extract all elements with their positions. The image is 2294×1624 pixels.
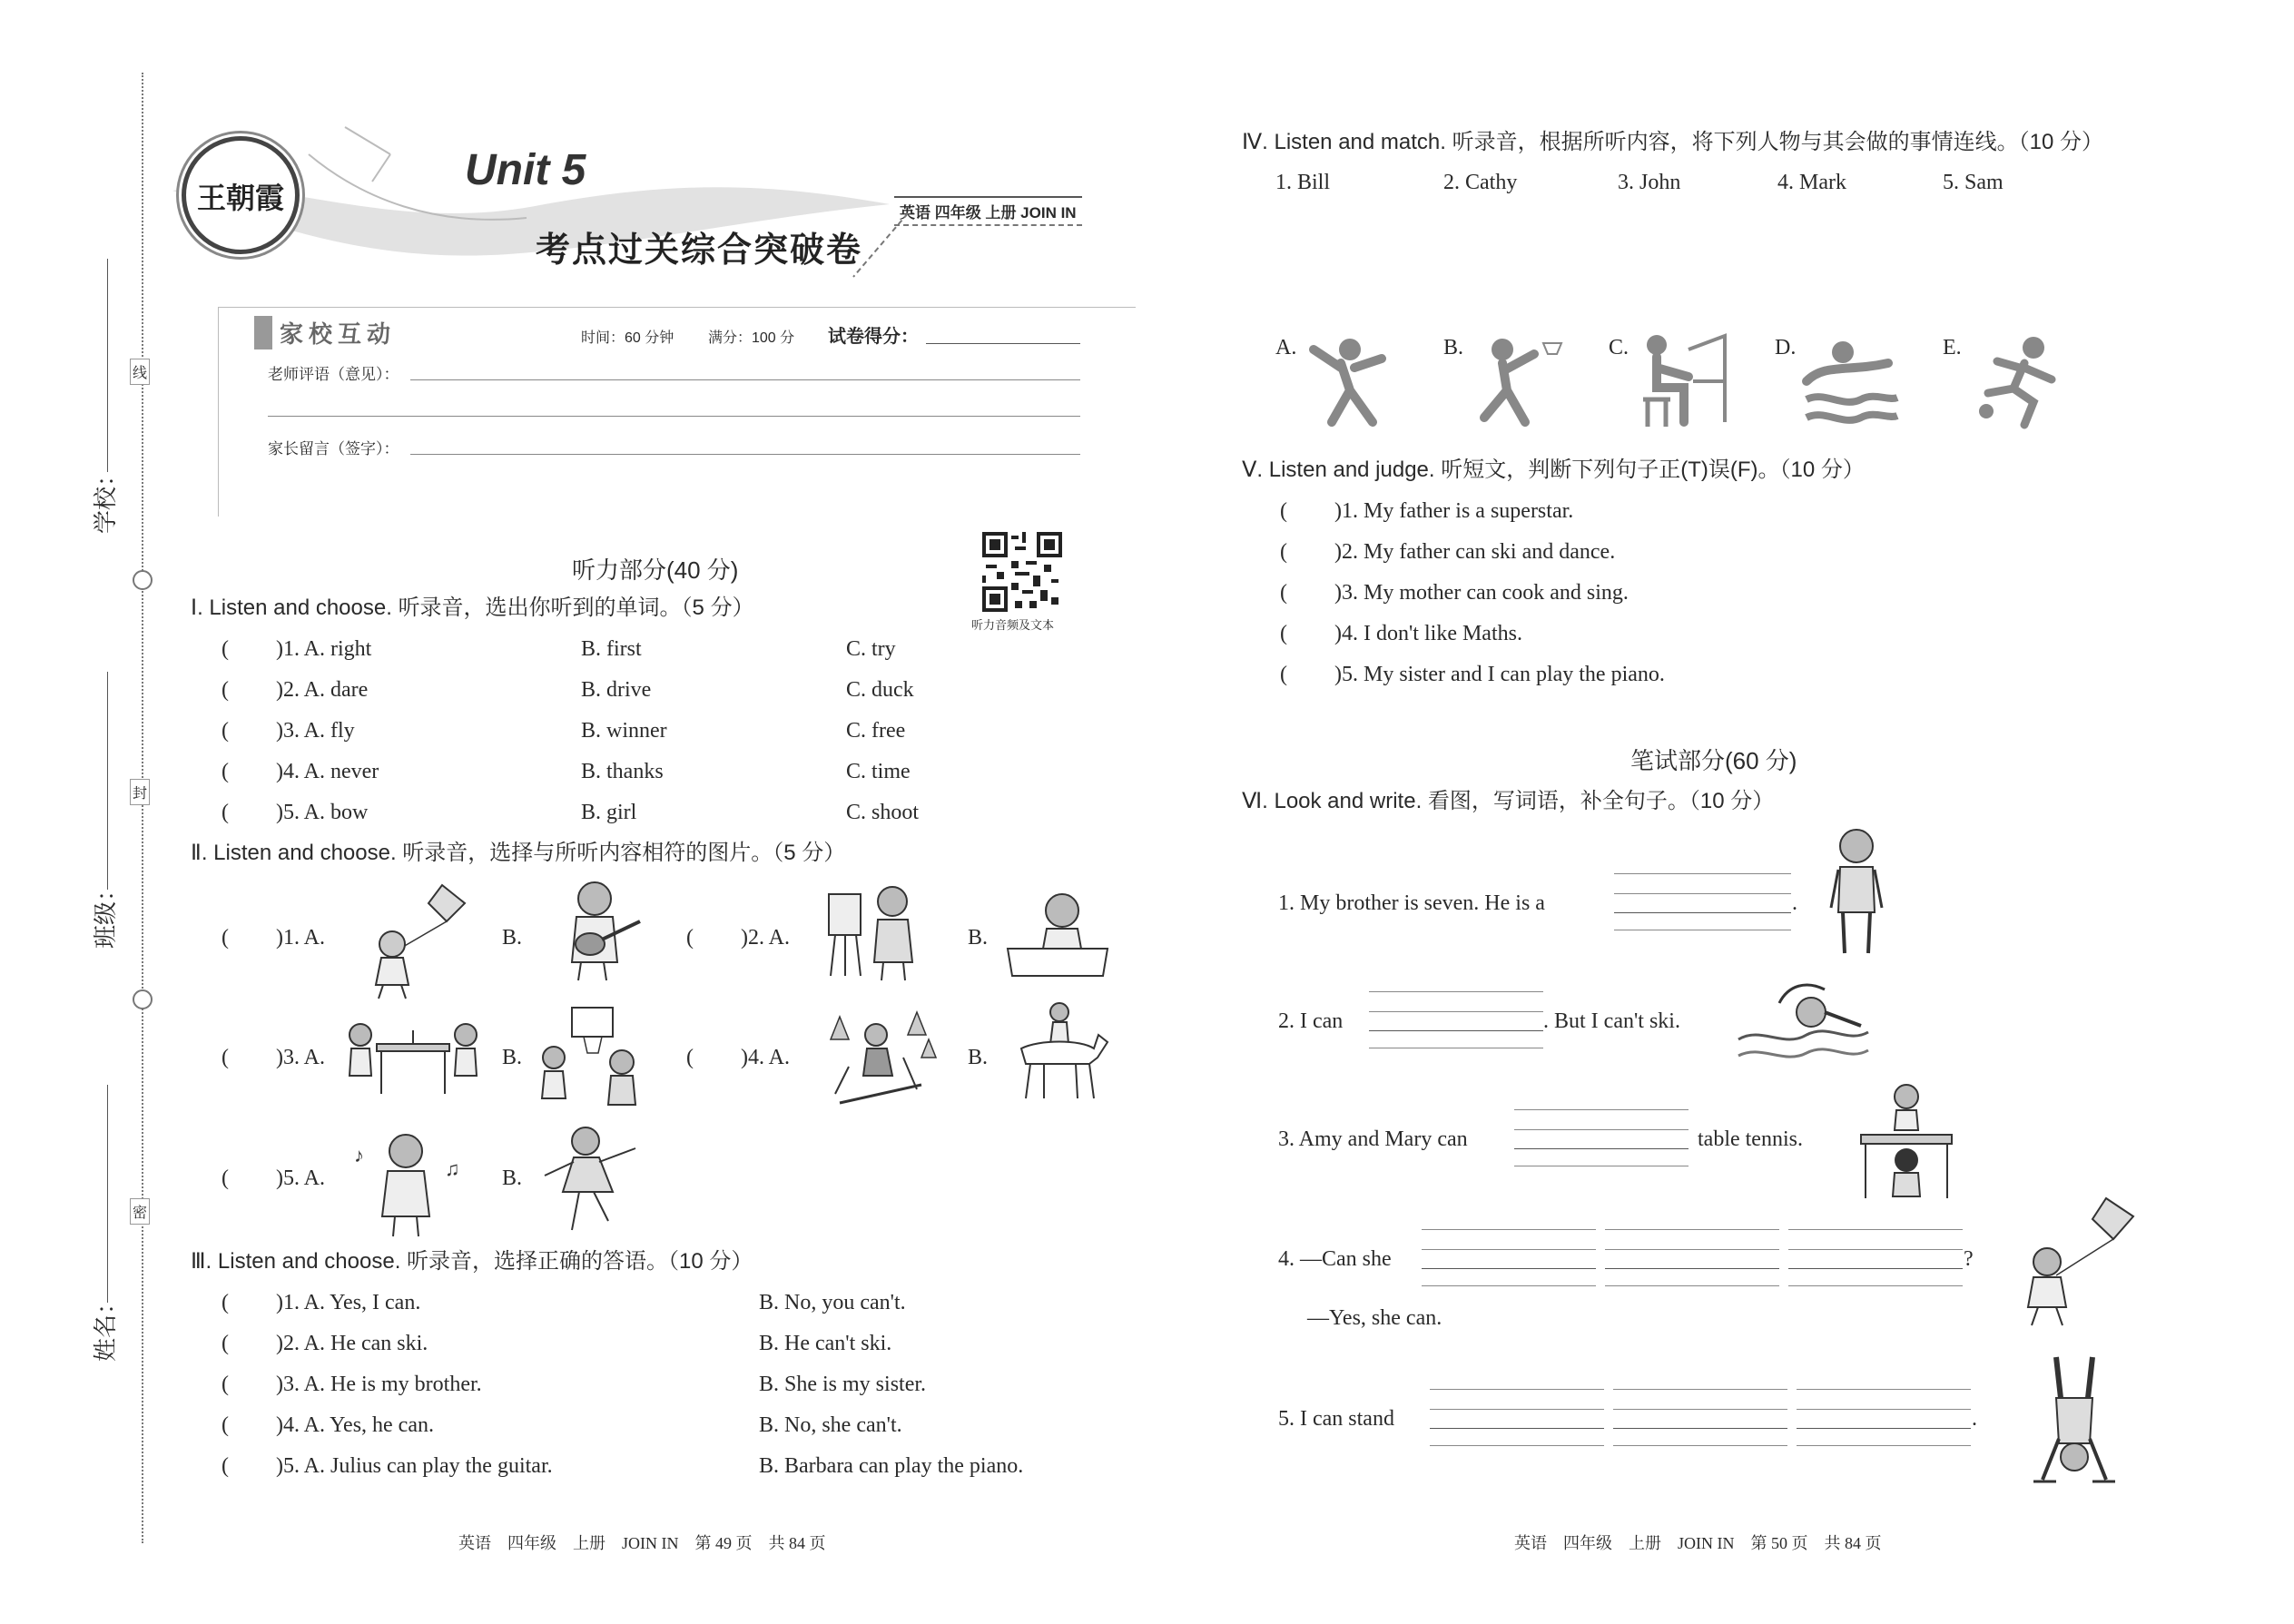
painting-girl-illustration[interactable] [822,876,926,985]
s3-row-3-a[interactable]: )3. A. He is my brother. [276,1373,482,1396]
s3-row-1: ( )1. A. Yes, I can. [222,1291,421,1314]
s6-q4-guide-top-1 [1422,1229,1596,1230]
time-label: 时间：60 分钟 [581,330,674,346]
s5-row-4-text[interactable]: )4. I don't like Maths. [1334,622,1522,645]
match-letter-a: A. [1275,336,1297,359]
s1-row-4: ( )4. A. never [222,760,379,783]
basketball-pictogram-icon[interactable] [1466,336,1566,427]
horse-rider-illustration[interactable] [1003,999,1112,1103]
section-6-title: Ⅵ. Look and write. 看图，写词语，补全句子。（10 分） [1242,789,1775,813]
s6-q4-answer-line-1[interactable] [1422,1268,1596,1269]
test-score-blank[interactable] [926,343,1080,344]
volleyball-pictogram-icon[interactable] [1300,336,1400,427]
s3-row-4-b[interactable]: B. No, she can't. [759,1413,902,1437]
s6-q5-answer-line-3[interactable] [1797,1428,1971,1429]
s6-q4-end: ? [1964,1247,1974,1271]
match-letter-e: E. [1943,336,1962,359]
section-3-title: Ⅲ. Listen and choose. 听录音，选择正确的答语。（10 分） [191,1249,753,1274]
s2-item-4: ( )4. A. [686,1046,790,1069]
table-tennis-girls-illustration[interactable] [1856,1080,1956,1203]
boy-standing-illustration[interactable] [1820,826,1893,962]
parent-comment-label: 家长留言（签字）： [268,440,399,458]
s6-q5-guide-bot-2 [1613,1445,1787,1446]
guitar-girl-illustration[interactable] [549,876,649,985]
s2-item-4-b-label[interactable]: B. [968,1046,989,1069]
writing-title: 笔试部分(60 分) [1630,747,1797,774]
s2-item-1: ( )1. A. [222,926,325,950]
teacher-comment-line-2[interactable] [268,416,1080,417]
s6-q2-text: 2. I can [1278,1009,1344,1033]
left-page-footer: 英语 四年级 上册 JOIN IN 第 49 页 共 84 页 [458,1534,826,1552]
s6-q1-guide-mid [1614,893,1791,894]
class-label: 班级： [92,877,119,949]
s5-row-1-text[interactable]: )1. My father is a superstar. [1334,499,1574,523]
s1-row-5-a[interactable]: )5. A. bow [276,801,369,824]
svg-text:♫: ♫ [445,1157,460,1180]
s2-item-3: ( )3. A. [222,1046,325,1069]
match-letter-d: D. [1775,336,1797,359]
test-score-label: 试卷得分： [828,327,919,347]
s1-row-3-a[interactable]: )3. A. fly [276,719,355,743]
s2-item-5: ( )5. A. [222,1166,325,1190]
s6-q4-guide-bot-1 [1422,1285,1596,1286]
s3-row-2: ( )2. A. He can ski. [222,1332,428,1355]
binding-dotted-line [142,73,143,1543]
s6-q4-answer-line-3[interactable] [1788,1268,1963,1269]
s6-q5-answer-line-1[interactable] [1430,1428,1604,1429]
s1-row-4-b[interactable]: B. thanks [581,760,664,783]
home-school-label: 家校互动 [254,316,396,349]
dashed-diagonal [844,209,917,281]
s6-q1-end: . [1792,891,1797,915]
s2-item-4-a-label[interactable]: )4. A. [741,1046,790,1069]
seal-char-3: 密 [130,1198,150,1225]
s1-row-2-c[interactable]: C. duck [846,678,914,702]
kite-girl-2-illustration[interactable] [2006,1194,2142,1330]
s5-row-5-text[interactable]: )5. My sister and I can play the piano. [1334,663,1665,686]
seal-char-1: 线 [130,359,150,385]
running-pictogram-icon[interactable] [1970,334,2070,429]
s3-row-4-a[interactable]: )4. A. Yes, he can. [276,1413,434,1437]
s6-q2-guide-top [1369,991,1543,992]
dancing-girl-illustration[interactable] [536,1121,645,1235]
class-field-line [107,672,108,890]
s6-q3-end: table tennis. [1698,1127,1803,1151]
handstand-illustration[interactable] [2024,1353,2124,1489]
s3-row-1-b[interactable]: B. No, you can't. [759,1291,906,1314]
s1-row-2-a[interactable]: )2. A. dare [276,678,369,702]
s6-q1-text: 1. My brother is seven. He is a [1278,891,1545,915]
edition-tag: 英语 四年级 上册 JOIN IN [894,196,1082,226]
s6-q4-guide-mid-1 [1422,1249,1596,1250]
s6-q4-guide-mid-3 [1788,1249,1963,1250]
listening-title: 听力部分(40 分) [572,556,739,584]
binding-hole-1 [133,570,153,590]
s2-item-2-b-label[interactable]: B. [968,926,989,950]
s6-q5-guide-mid-2 [1613,1409,1787,1410]
s1-row-3: ( )3. A. fly [222,719,355,743]
section-4-title: Ⅳ. Listen and match. 听录音，根据所听内容，将下列人物与其会做的事情连线。（10 分） [1242,130,2103,154]
match-name-3[interactable]: 3. John [1618,171,1681,194]
s5-row-5: ( )5. My sister and I can play the piano. [1280,663,1665,686]
name-field-line [107,1085,108,1303]
s5-row-1: ( )1. My father is a superstar. [1280,499,1574,523]
s6-q4-text: 4. —Can she [1278,1247,1392,1271]
match-letter-b: B. [1443,336,1464,359]
qr-caption: 听力音频及文本 [971,618,1055,632]
s6-q4-guide-bot-3 [1788,1285,1963,1286]
s1-row-4-c[interactable]: C. time [846,760,911,783]
s5-row-3-text[interactable]: )3. My mother can cook and sing. [1334,581,1629,605]
s5-row-2-text[interactable]: )2. My father can ski and dance. [1334,540,1616,564]
match-letter-c: C. [1609,336,1629,359]
s6-q3-answer-line[interactable] [1514,1148,1689,1149]
s6-q5-answer-line-2[interactable] [1613,1428,1787,1429]
s1-row-5-c[interactable]: C. shoot [846,801,920,824]
s5-row-4: ( )4. I don't like Maths. [1280,622,1522,645]
swimming-pictogram-icon[interactable] [1802,336,1902,427]
s6-q5-guide-mid-1 [1430,1409,1604,1410]
school-label: 学校： [92,462,119,534]
s1-row-3-b[interactable]: B. winner [581,719,667,743]
logo-text: 王朝霞 [197,182,285,214]
s6-q2-end: . But I can't ski. [1543,1009,1680,1033]
unit-title: Unit 5 [465,146,586,194]
swimmer-illustration[interactable] [1734,976,1870,1067]
name-label: 姓名： [92,1290,119,1362]
s2-item-5-a-label[interactable]: )5. A. [276,1166,325,1190]
seal-char-2: 封 [130,779,150,805]
kite-girl-illustration[interactable] [356,876,483,1003]
s2-item-1-a-label[interactable]: )1. A. [276,926,325,950]
s6-q5-guide-top-1 [1430,1389,1604,1390]
s1-row-1-b[interactable]: B. first [581,637,642,661]
s3-row-5-b[interactable]: B. Barbara can play the piano. [759,1454,1024,1478]
school-field-line [107,259,108,472]
s2-item-1-b-label[interactable]: B. [502,926,523,950]
s1-row-2: ( )2. A. dare [222,678,369,702]
binding-hole-2 [133,989,153,1009]
s6-q5-guide-mid-3 [1797,1409,1971,1410]
s1-row-3-c[interactable]: C. free [846,719,906,743]
section-2-title: Ⅱ. Listen and choose. 听录音，选择与所听内容相符的图片。（5 分） [191,841,846,865]
teacher-comment-label: 老师评语（意见）： [268,366,399,383]
s6-q5-guide-bot-1 [1430,1445,1604,1446]
right-page-footer: 英语 四年级 上册 JOIN IN 第 50 页 共 84 页 [1514,1534,1882,1552]
s6-q5-end: . [1972,1407,1977,1431]
s6-q4-guide-top-3 [1788,1229,1963,1230]
basketball-boys-illustration[interactable] [531,1003,649,1112]
s6-q4-guide-mid-2 [1605,1249,1779,1250]
s3-row-5-a[interactable]: )5. A. Julius can play the guitar. [276,1454,553,1478]
paper-subtitle: 考点过关综合突破卷 [536,231,863,270]
s6-q3-text: 3. Amy and Mary can [1278,1127,1468,1151]
s6-q5-guide-bot-3 [1797,1445,1971,1446]
s3-row-3-b[interactable]: B. She is my sister. [759,1373,927,1396]
s3-row-4: ( )4. A. Yes, he can. [222,1413,434,1437]
s1-row-5-b[interactable]: B. girl [581,801,637,824]
s6-q1-answer-line[interactable] [1614,912,1791,913]
s5-row-2: ( )2. My father can ski and dance. [1280,540,1616,564]
score-label: 满分：100 分 [708,330,795,346]
s2-item-2: ( )2. A. [686,926,790,950]
s3-row-3: ( )3. A. He is my brother. [222,1373,482,1396]
s6-q2-guide-mid [1369,1011,1543,1012]
s1-row-1-a[interactable]: )1. A. right [276,637,372,661]
parent-comment-line[interactable] [410,454,1080,455]
s1-row-5: ( )5. A. bow [222,801,369,824]
s6-q4-answer-line-2[interactable] [1605,1268,1779,1269]
ping-pong-boys-illustration[interactable] [340,1008,486,1098]
s6-q5-guide-top-2 [1613,1389,1787,1390]
match-name-2[interactable]: 2. Cathy [1443,171,1518,194]
skiing-illustration[interactable] [822,1003,940,1112]
desk-girl-illustration[interactable] [1003,885,1112,980]
s6-q4-guide-top-2 [1605,1229,1779,1230]
s1-row-4-a[interactable]: )4. A. never [276,760,379,783]
s6-q1-guide-top [1614,873,1791,874]
piano-pictogram-icon[interactable] [1634,331,1734,431]
s3-row-2-a[interactable]: )2. A. He can ski. [276,1332,428,1355]
s5-row-3: ( )3. My mother can cook and sing. [1280,581,1629,605]
s6-q4-guide-bot-2 [1605,1285,1779,1286]
singing-girl-illustration[interactable] [350,1126,468,1239]
s6-q3-guide-top [1514,1109,1689,1110]
s6-q3-guide-mid [1514,1129,1689,1130]
section-1-title: Ⅰ. Listen and choose. 听录音，选出你听到的单词。（5 分） [191,595,754,620]
match-name-5[interactable]: 5. Sam [1943,171,2004,194]
s6-q5-guide-top-3 [1797,1389,1971,1390]
s3-row-1-a[interactable]: )1. A. Yes, I can. [276,1291,421,1314]
s6-q4-answer: —Yes, she can. [1307,1306,1442,1330]
s2-item-3-a-label[interactable]: )3. A. [276,1046,325,1069]
svg-text:♪: ♪ [354,1144,364,1166]
s3-row-5: ( )5. A. Julius can play the guitar. [222,1454,553,1478]
s1-row-1: ( )1. A. right [222,637,372,661]
s6-q5-text: 5. I can stand [1278,1407,1394,1431]
qr-code[interactable] [982,532,1062,612]
match-name-1[interactable]: 1. Bill [1275,171,1331,194]
s2-item-2-a-label[interactable]: )2. A. [741,926,790,950]
s2-item-5-b-label[interactable]: B. [502,1166,523,1190]
s6-q2-answer-line[interactable] [1369,1030,1543,1031]
s1-row-1-c[interactable]: C. try [846,637,896,661]
match-name-4[interactable]: 4. Mark [1777,171,1846,194]
s2-item-3-b-label[interactable]: B. [502,1046,523,1069]
s1-row-2-b[interactable]: B. drive [581,678,652,702]
s3-row-2-b[interactable]: B. He can't ski. [759,1332,892,1355]
section-5-title: Ⅴ. Listen and judge. 听短文，判断下列句子正(T)误(F)。（10 分） [1242,458,1865,482]
logo-badge [182,136,300,254]
teacher-comment-line-1[interactable] [410,379,1080,380]
